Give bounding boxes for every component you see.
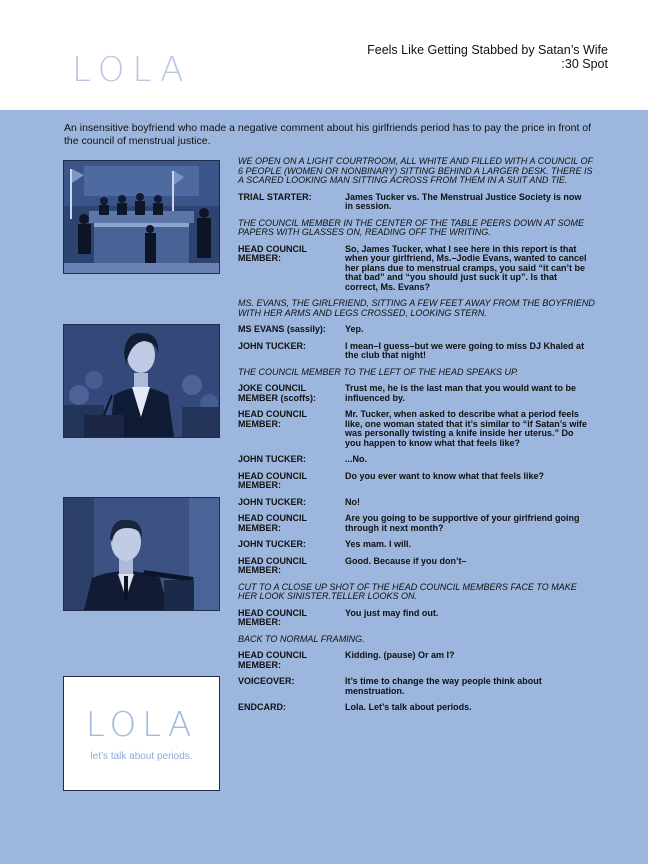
dialogue-line: Trust me, he is the last man that you would want to be influenced by. (345, 383, 577, 403)
speaker-name: HEAD COUNCIL MEMBER: (238, 650, 307, 670)
speaker-name: JOHN TUCKER: (238, 454, 307, 464)
courtroom-photo (63, 160, 220, 274)
dialogue-row (238, 410, 598, 448)
speaker-name: TRIAL STARTER: (238, 191, 312, 202)
speaker-name: JOHN TUCKER: (238, 539, 307, 549)
dialogue-line: ...No. (345, 454, 367, 464)
speaker-name: HEAD COUNCIL MEMBER: (238, 607, 307, 627)
dialogue-line: Yep. (345, 324, 364, 334)
dialogue-line: No! (345, 496, 360, 507)
speaker-name: JOHN TUCKER: (238, 496, 307, 507)
lola-logo: LOLA (72, 50, 192, 90)
dialogue-line: Kidding. (pause) Or am I? (345, 650, 455, 660)
speaker-name: MS EVANS (sassily): (238, 324, 326, 334)
script-body (238, 157, 598, 720)
dialogue-line: Good. Because if you don’t– (345, 555, 467, 566)
dialogue-line: You just may find out. (345, 607, 439, 618)
dialogue-row (238, 651, 598, 670)
dialogue-row (238, 193, 598, 212)
dialogue-row (238, 245, 598, 293)
woman-at-podium-photo (63, 324, 220, 438)
dialogue-line: Are you going to be supportive of your girlfriend going through it next month? (345, 513, 580, 533)
logline: An insensitive boyfriend who made a negative comment about his girlfriends period has to pay the price in front of the council of menstrual justice. (64, 122, 592, 147)
stage-direction: THE COUNCIL MEMBER TO THE LEFT OF THE HEAD SPEAKS UP. (238, 366, 519, 377)
stage-direction: BACK TO NORMAL FRAMING. (238, 633, 365, 644)
dialogue-line: I mean–I guess–but we were going to miss DJ Khaled at the club that night! (345, 340, 585, 360)
dialogue-line: James Tucker vs. The Menstrual Justice Society is now in session. (345, 191, 582, 211)
dialogue-line: So, James Tucker, what I see here in this report is that when your girlfriend, Ms.–Jodie Evans, wanted to cancel her plans due to menstrual cramps, you said “it can’t be that bad” and “you should just suck it up”. Is that correct, Ms. Evans? (345, 243, 587, 292)
spot-title-line1: Feels Like Getting Stabbed by Satan’s Wife (367, 43, 608, 57)
dialogue-row (238, 514, 598, 533)
dialogue-row (238, 703, 598, 713)
dialogue-row (238, 677, 598, 696)
dialogue-row (238, 342, 598, 361)
endcard-logo: LOLA (85, 705, 198, 745)
dialogue-row (238, 557, 598, 576)
dialogue-row (238, 472, 598, 491)
speaker-name: JOKE COUNCIL MEMBER (scoffs): (238, 383, 316, 403)
speaker-name: HEAD COUNCIL MEMBER: (238, 243, 307, 263)
endcard (63, 676, 220, 791)
speaker-name: HEAD COUNCIL MEMBER: (238, 470, 307, 490)
stage-direction: MS. EVANS, THE GIRLFRIEND, SITTING A FEW FEET AWAY FROM THE BOYFRIEND WITH HER ARMS AND LEGS CROSSED, LOOKING STERN. (238, 298, 595, 318)
spot-duration: :30 Spot (561, 57, 608, 71)
dialogue-row (238, 455, 598, 465)
dialogue-line: Lola. Let’s talk about periods. (345, 702, 472, 712)
dialogue-row (238, 325, 598, 335)
dialogue-row (238, 609, 598, 628)
dialogue-row (238, 498, 598, 508)
stage-direction: CUT TO A CLOSE UP SHOT OF THE HEAD COUNCIL MEMBERS FACE TO MAKE HER LOOK SINISTER.TELLER LOOKS ON. (238, 581, 577, 601)
speaker-name: HEAD COUNCIL MEMBER: (238, 513, 307, 533)
dialogue-line: Yes mam. I will. (345, 539, 412, 549)
header-band (0, 0, 648, 110)
dialogue-line: Mr. Tucker, when asked to describe what a period feels like, one woman stated that it’s similar to “if Satan’s wife was personally twisting a knife inside her uterus.” Do you happen to know what that feels like? (345, 409, 587, 448)
dialogue-line: Do you ever want to know what that feels like? (345, 470, 545, 481)
endcard-tagline: let’s talk about periods. (90, 751, 193, 762)
dialogue-row (238, 540, 598, 550)
speaker-name: HEAD COUNCIL MEMBER: (238, 409, 307, 429)
man-on-stand-photo (63, 497, 220, 611)
speaker-name: VOICEOVER: (238, 676, 295, 686)
speaker-name: ENDCARD: (238, 702, 286, 712)
speaker-name: JOHN TUCKER: (238, 340, 307, 351)
speaker-name: HEAD COUNCIL MEMBER: (238, 555, 307, 575)
dialogue-row (238, 384, 598, 403)
dialogue-line: It’s time to change the way people think about menstruation. (345, 676, 542, 696)
stage-direction: WE OPEN ON A LIGHT COURTROOM, ALL WHITE AND FILLED WITH A COUNCIL OF 6 PEOPLE (WOMEN OR NONBINARY) SITTING BEHIND A LARGER DESK. THERE IS A SCARED LOOKING MAN SITTING ACROSS FROM THEM IN A SUIT AND TIE. (238, 156, 593, 185)
spot-title (367, 43, 608, 71)
stage-direction: THE COUNCIL MEMBER IN THE CENTER OF THE TABLE PEERS DOWN AT SOME PAPERS WITH GLASSES ON, READING OFF THE WRITING. (238, 217, 585, 237)
